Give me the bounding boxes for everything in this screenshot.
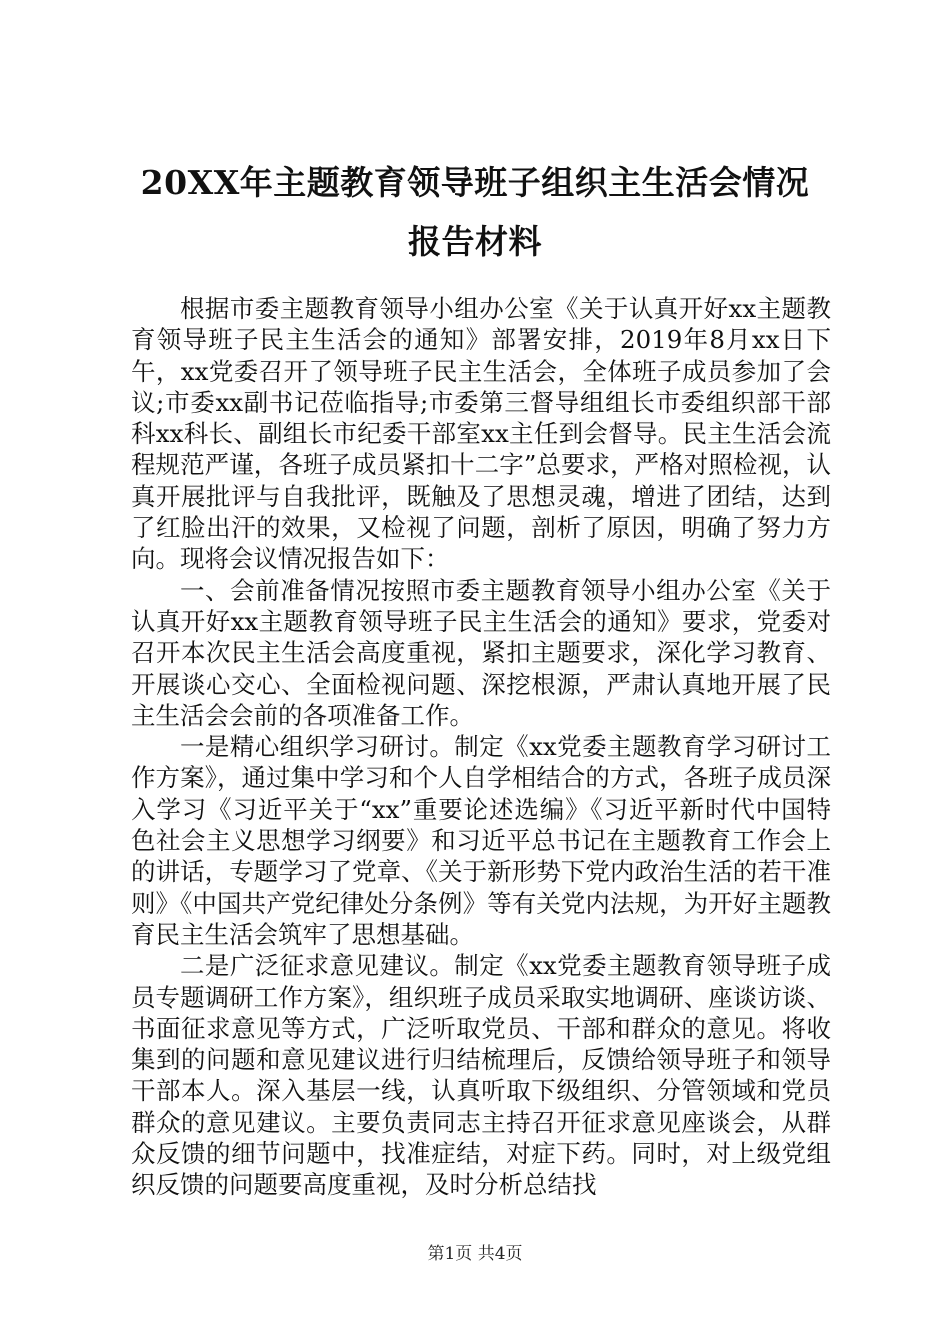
paragraph-intro: 根据市委主题教育领导小组办公室《关于认真开好xx主题教育领导班子民主生活会的通知》部署安排，2019年8月xx日下午，xx党委召开了领导班子民主生活会，全体班子成员参加了会议;市委xx副书记莅临指导;市委第三督导组组长市委组织部干部科xx科长、副组长市纪委干部室xx主任到会督导。民主生活会流程规范严谨，各班子成员紧扣十二字”总要求，严格对照检视，认真开展批评与自我批评，既触及了思想灵魂，增进了团结，达到了红脸出汗的效果，又检视了问题，剖析了原因，明确了努力方向。现将会议情况报告如下：	[131, 294, 831, 574]
paragraph-opinions: 二是广泛征求意见建议。制定《xx党委主题教育领导班子成员专题调研工作方案》，组织班子成员采取实地调研、座谈访谈、书面征求意见等方式，广泛听取党员、干部和群众的意见。将收集到的问题和意见建议进行归结梳理后，反馈给领导班子和领导干部本人。深入基层一线，认真听取下级组织、分管领域和党员群众的意见建议。主要负责同志主持召开征求意见座谈会，从群众反馈的细节问题中，找准症结，对症下药。同时，对上级党组织反馈的问题要高度重视，及时分析总结找	[131, 951, 831, 1200]
document-title-line-1: 20XX年主题教育领导班子组织主生活会情况	[140, 163, 810, 202]
document-title-line-2: 报告材料	[408, 222, 542, 261]
paragraph-section-1: 一、会前准备情况按照市委主题教育领导小组办公室《关于认真开好xx主题教育领导班子民主生活会的通知》要求，党委对召开本次民主生活会高度重视，紧扣主题要求，深化学习教育、开展谈心交心、全面检视问题、深挖根源，严肃认真地开展了民主生活会会前的各项准备工作。	[131, 575, 831, 730]
page-number-footer: 第1页 共4页	[427, 1244, 523, 1264]
paragraph-study: 一是精心组织学习研讨。制定《xx党委主题教育学习研讨工作方案》，通过集中学习和个人自学相结合的方式，各班子成员深入学习《习近平关于“xx”重要论述选编》《习近平新时代中国特色社会主义思想学习纲要》和习近平总书记在主题教育工作会上的讲话，专题学习了党章、《关于新形势下党内政治生活的若干准则》《中国共产党纪律处分条例》等有关党内法规，为开好主题教育民主生活会筑牢了思想基础。	[131, 732, 831, 949]
document-body	[131, 293, 831, 1201]
